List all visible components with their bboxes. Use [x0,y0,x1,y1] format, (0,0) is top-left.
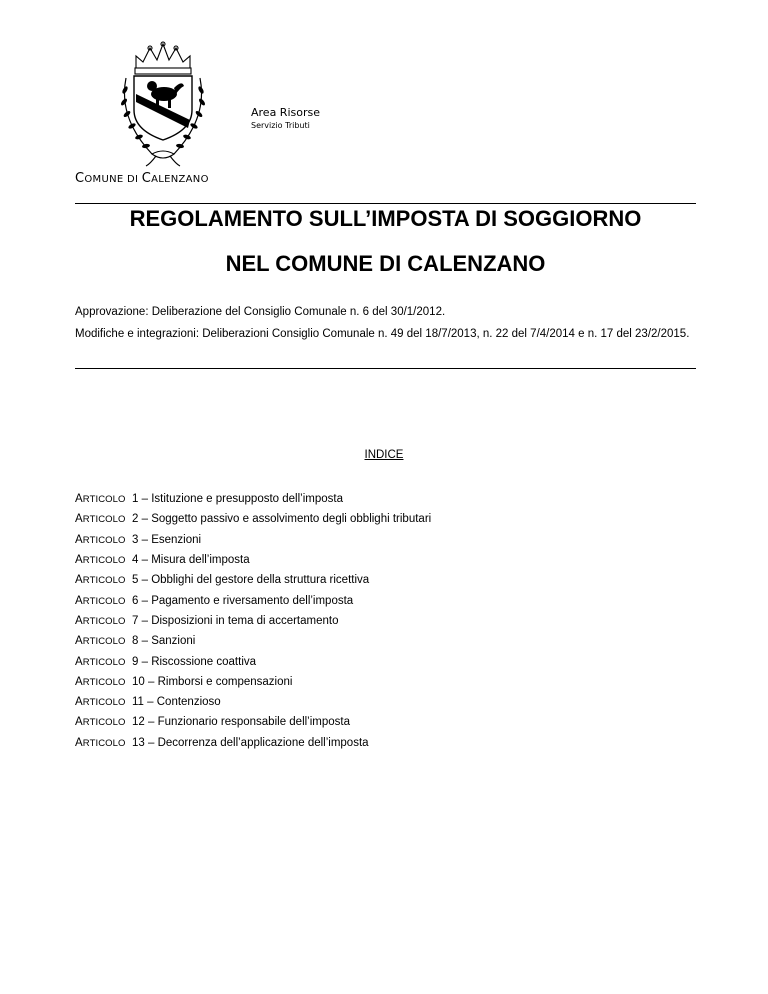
index-heading: INDICE [364,449,404,461]
municipality-small-1: OMUNE DI [84,174,142,185]
article-title: – Funzionario responsabile dell’imposta [148,716,351,729]
amendments-note: Modifiche e integrazioni: Deliberazioni Consiglio Comunale n. 49 del 18/7/2013, n. 22 del 7/4/2014 e n. 17 del 23/2/2015. [75,328,690,340]
article-title: – Istituzione e presupposto dell’imposta [141,493,343,506]
municipality-name [75,171,209,186]
article-title: – Disposizioni in tema di accertamento [141,614,339,627]
article-word [75,595,132,607]
toc-entry [75,712,431,732]
office-block [251,106,320,131]
toc-entry [75,672,431,692]
municipality-cap-2: C [141,171,152,186]
notes-divider [75,368,696,369]
article-title: – Obblighi del gestore della struttura ricettiva [141,574,370,587]
article-title: – Decorrenza dell’applicazione dell’imposta [148,736,369,749]
article-number: 2 [132,513,139,526]
article-word-cap: A [75,594,83,607]
article-word-rest: RTICOLO [82,676,126,688]
article-word-rest: RTICOLO [82,494,126,506]
article-word-rest: RTICOLO [82,595,126,607]
toc-entry [75,590,431,610]
article-word [75,696,132,708]
article-word [75,554,132,566]
article-word-rest: RTICOLO [82,636,126,648]
toc-entry [75,631,431,651]
article-word-cap: A [75,493,83,506]
toc-entry [75,651,431,671]
document-title-line-1: REGOLAMENTO SULL’IMPOSTA DI SOGGIORNO [129,206,642,231]
article-number: 11 [132,696,144,709]
article-word-rest: RTICOLO [82,615,126,627]
servizio-label: Servizio Tributi [251,121,310,130]
article-number: 3 [132,533,139,546]
article-word-cap: A [75,675,83,688]
article-title: – Soggetto passivo e assolvimento degli obblighi tributari [141,513,432,526]
table-of-contents [75,489,431,753]
coat-of-arms-logo [112,38,214,172]
article-word [75,513,132,525]
article-title: – Riscossione coattiva [141,655,257,668]
article-word [75,534,132,546]
article-word-rest: RTICOLO [82,534,126,546]
article-word-rest: RTICOLO [82,737,126,749]
article-number: 4 [132,554,139,567]
article-number: 9 [132,655,139,668]
article-word-cap: A [75,716,83,729]
article-word [75,493,132,505]
article-word-rest: RTICOLO [82,697,126,709]
article-word [75,737,132,749]
toc-entry [75,570,431,590]
toc-entry [75,550,431,570]
article-word-cap: A [75,533,83,546]
article-word-cap: A [75,635,83,648]
document-title-line-2: NEL COMUNE DI CALENZANO [225,251,546,276]
area-label: Area Risorse [251,106,320,119]
article-title: – Sanzioni [141,635,196,648]
article-word [75,716,132,728]
header-divider [75,203,696,204]
article-word [75,574,132,586]
article-number: 7 [132,614,139,627]
municipality-cap-1: C [75,171,85,186]
article-number: 10 [132,675,145,688]
article-word [75,615,132,627]
article-word-cap: A [75,554,83,567]
article-word-rest: RTICOLO [82,555,126,567]
article-word-rest: RTICOLO [82,575,126,587]
toc-entry [75,509,431,529]
approval-note: Approvazione: Deliberazione del Consiglio Comunale n. 6 del 30/1/2012. [75,306,446,318]
article-title: – Rimborsi e compensazioni [148,675,293,688]
toc-entry [75,692,431,712]
article-word-cap: A [75,513,83,526]
article-word-cap: A [75,574,83,587]
article-word-cap: A [75,655,83,668]
article-word-rest: RTICOLO [82,656,126,668]
article-number: 6 [132,594,139,607]
article-title: – Esenzioni [141,533,202,546]
article-word-cap: A [75,696,83,709]
article-number: 1 [132,493,139,506]
article-word [75,656,132,668]
toc-entry [75,489,431,509]
article-word-cap: A [75,736,83,749]
article-word-rest: RTICOLO [82,717,126,729]
article-title: – Pagamento e riversamento dell’imposta [141,594,354,607]
article-number: 8 [132,635,139,648]
article-number: 13 [132,736,145,749]
article-number: 5 [132,574,139,587]
article-title: – Contenzioso [147,696,221,709]
toc-entry [75,733,431,753]
article-word-cap: A [75,614,83,627]
municipality-small-2: ALENZANO [151,174,209,185]
toc-entry [75,530,431,550]
article-word-rest: RTICOLO [82,514,126,526]
article-word [75,635,132,647]
article-number: 12 [132,716,145,729]
article-title: – Misura dell’imposta [141,554,250,567]
article-word [75,676,132,688]
toc-entry [75,611,431,631]
